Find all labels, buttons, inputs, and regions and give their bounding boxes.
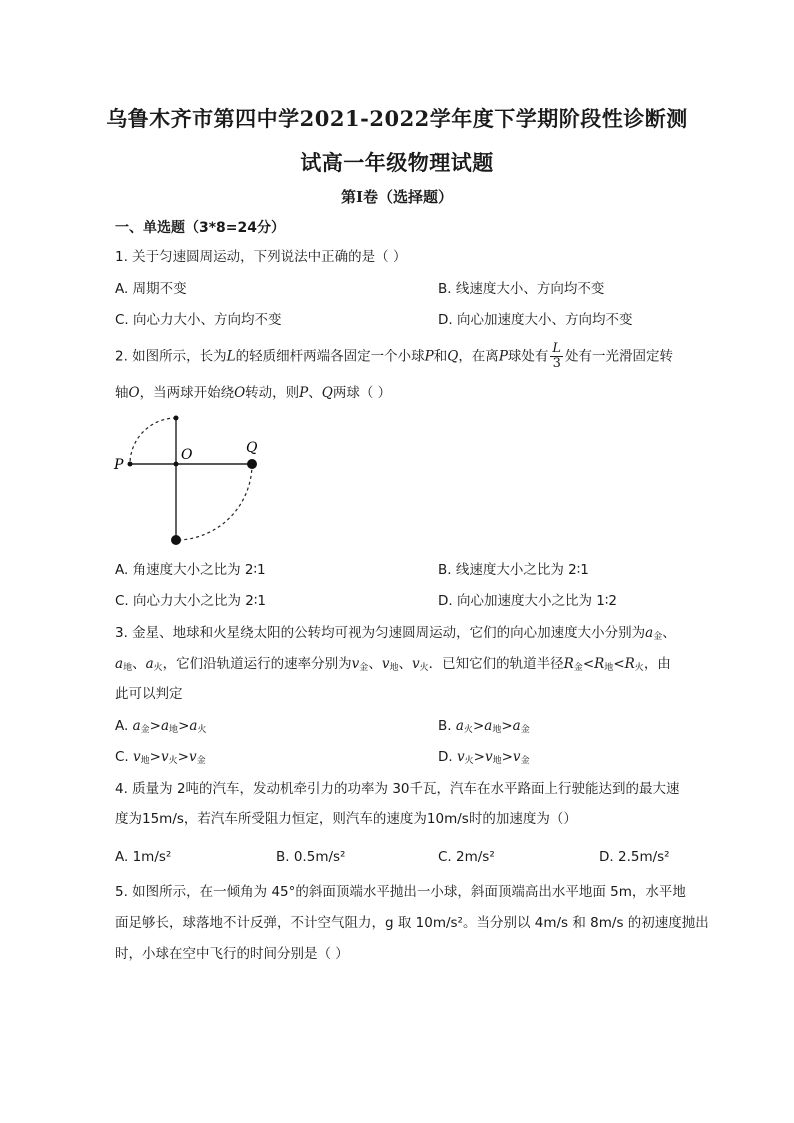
q2-option-c: C. 向心力大小之比为 2∶1 bbox=[115, 593, 266, 609]
section-heading: 一、单选题（3*8=24分） bbox=[115, 220, 286, 236]
q3-option-c: C. $v_地>v_火>v_金$ bbox=[115, 749, 206, 766]
q1-option-a: A. 周期不变 bbox=[115, 281, 187, 297]
q3-option-d: D. $v_火>v_地>v_金$ bbox=[438, 749, 530, 766]
q2-option-b: B. 线速度大小之比为 2∶1 bbox=[438, 562, 589, 578]
q3-stem-line3: 此可以判定 bbox=[115, 686, 183, 702]
label-o: O bbox=[181, 447, 193, 463]
ball-p-rotated bbox=[174, 416, 179, 421]
q4-stem-line2: 度为15m/s，若汽车所受阻力恒定，则汽车的速度为10m/s时的加速度为（） bbox=[115, 811, 577, 827]
volume-heading: 第Ⅰ卷（选择题） bbox=[340, 188, 454, 206]
ball-q bbox=[247, 459, 257, 469]
q5-stem-line2: 面足够长，球落地不计反弹，不计空气阻力，g 取 10m/s²。当分别以 4m/s 和 8m/s 的初速度抛出 bbox=[115, 915, 709, 931]
ball-p bbox=[128, 462, 133, 467]
q1-option-c: C. 向心力大小、方向均不变 bbox=[115, 312, 282, 328]
q2-rod-figure bbox=[112, 410, 272, 550]
q5-stem-line3: 时，小球在空中飞行的时间分别是（ ） bbox=[115, 946, 349, 962]
q3-stem-line1: 3. 金星、地球和火星绕太阳的公转均可视为匀速圆周运动，它们的向心加速度大小分别为$a_金$、 bbox=[115, 625, 676, 642]
q3-option-a: A. $a_金>a_地>a_火$ bbox=[115, 718, 207, 735]
q2-stem-line2: 轴O，当两球开始绕O转动，则P、Q两球（ ） bbox=[115, 385, 392, 401]
q1-option-d: D. 向心加速度大小、方向均不变 bbox=[438, 312, 633, 328]
q1-stem: 1. 关于匀速圆周运动，下列说法中正确的是（ ） bbox=[115, 249, 407, 265]
dashed-arc-p bbox=[130, 418, 176, 464]
q2-stem-line1: 2. 如图所示，长为L的轻质细杆两端各固定一个小球P和Q，在离P球处有 $\frac{L}{3}$ 处有一光滑固定转 bbox=[115, 341, 674, 371]
pivot-o bbox=[174, 462, 179, 467]
exam-title-line2: 试高一年级物理试题 bbox=[300, 150, 494, 175]
label-q: Q bbox=[246, 440, 258, 456]
q4-option-c: C. 2m/s² bbox=[438, 849, 495, 865]
q4-stem-line1: 4. 质量为 2吨的汽车，发动机牵引力的功率为 30千瓦，汽车在水平路面上行驶能达到的最大速 bbox=[115, 781, 680, 797]
q2-option-a: A. 角速度大小之比为 2∶1 bbox=[115, 562, 266, 578]
q4-option-a: A. 1m/s² bbox=[115, 849, 172, 865]
fraction-l-over-3: $\frac{L}{3}$ bbox=[552, 341, 562, 371]
q1-option-b: B. 线速度大小、方向均不变 bbox=[438, 281, 605, 297]
ball-q-rotated bbox=[171, 535, 181, 545]
q3-option-b: B. $a_火>a_地>a_金$ bbox=[438, 718, 530, 735]
q4-option-b: B. 0.5m/s² bbox=[276, 849, 346, 865]
q3-stem-line2: $a_地$、$a_火$，它们沿轨道运行的速率分别为$v_金$、$v_地$、$v_火$．已知它们的轨道半径$R_金<R_地<R_火$，由 bbox=[115, 656, 671, 673]
label-p: P bbox=[114, 457, 124, 473]
q5-stem-line1: 5. 如图所示，在一倾角为 45°的斜面顶端水平抛出一小球，斜面顶端高出水平地面 5m，水平地 bbox=[115, 884, 686, 900]
q2-option-d: D. 向心加速度大小之比为 1∶2 bbox=[438, 593, 617, 609]
exam-title-line1: 乌鲁木齐市第四中学2021-2022学年度下学期阶段性诊断测 bbox=[106, 106, 688, 131]
dashed-arc-q bbox=[176, 464, 252, 540]
q4-option-d: D. 2.5m/s² bbox=[599, 849, 670, 865]
